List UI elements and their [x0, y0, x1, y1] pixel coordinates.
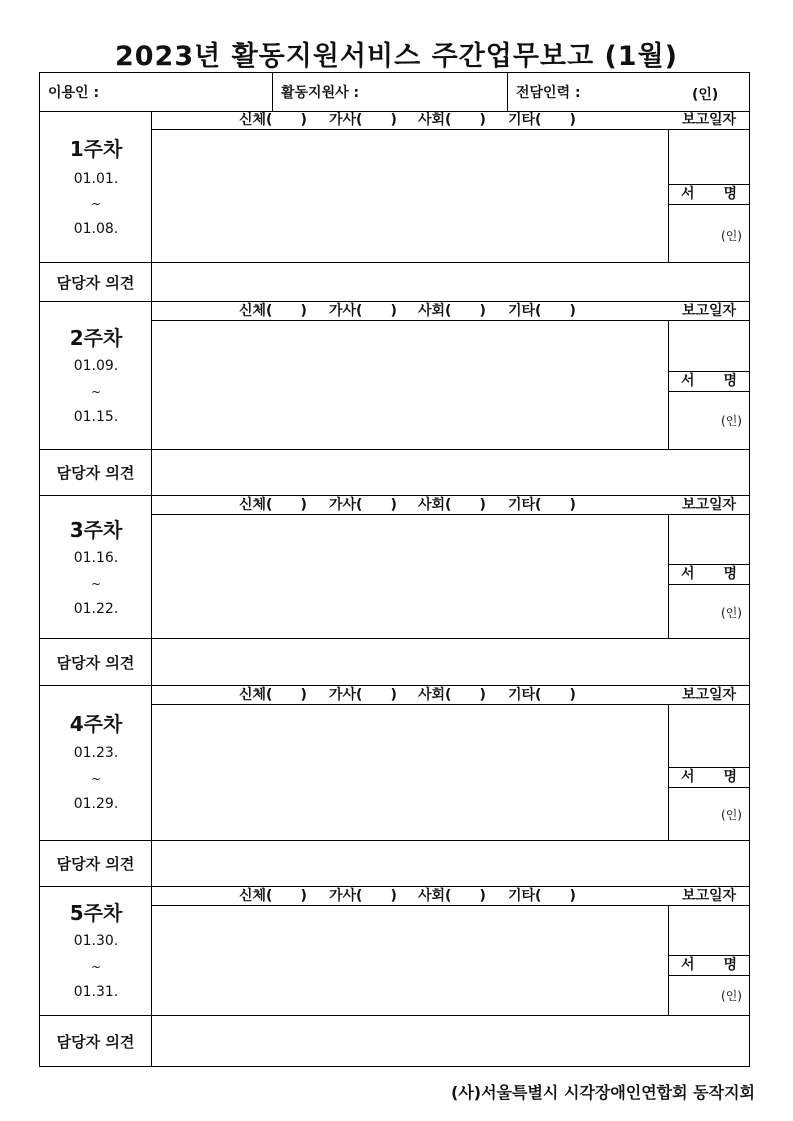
- week-info: [40, 887, 152, 1015]
- week-info: [40, 686, 152, 840]
- signature-label-2: 명: [723, 957, 737, 973]
- week-end-date: 01.31.: [73, 984, 119, 1000]
- report-date-header: 보고일자: [669, 686, 749, 705]
- opinion-row-5[interactable]: [40, 1015, 749, 1067]
- week-block-4: [40, 686, 749, 840]
- signature-header: [669, 767, 749, 788]
- category-body[interactable]: 신체( ): [239, 497, 307, 513]
- opinion-label: 담당자 의견: [40, 450, 152, 495]
- date-separator: ~: [90, 960, 102, 974]
- signature-label-2: 명: [723, 373, 737, 389]
- assistant-field[interactable]: [272, 73, 507, 111]
- category-header: [152, 111, 669, 130]
- week-label: 4주차: [69, 712, 123, 736]
- signature-label-2: 명: [723, 186, 737, 202]
- category-header: [152, 496, 669, 515]
- report-date-header: 보고일자: [669, 887, 749, 906]
- side-column: [669, 496, 749, 638]
- week-block-1: [40, 111, 749, 262]
- category-other[interactable]: 기타( ): [508, 497, 576, 513]
- seal-mark: (인): [721, 229, 742, 243]
- report-content-area[interactable]: [152, 321, 669, 449]
- category-body[interactable]: 신체( ): [239, 303, 307, 319]
- week-start-date: 01.16.: [73, 550, 119, 566]
- category-header: [152, 887, 669, 906]
- report-content-area[interactable]: [152, 515, 669, 638]
- opinion-label: 담당자 의견: [40, 1016, 152, 1067]
- seal-mark: (인): [721, 606, 742, 620]
- category-other[interactable]: 기타( ): [508, 687, 576, 703]
- week-start-date: 01.09.: [73, 358, 119, 374]
- week-end-date: 01.29.: [73, 796, 119, 812]
- report-content-area[interactable]: [152, 705, 669, 840]
- seal-mark: (인): [721, 808, 742, 822]
- signature-label-1: 서: [681, 186, 695, 202]
- week-label: 2주차: [69, 326, 123, 350]
- category-other[interactable]: 기타( ): [508, 303, 576, 319]
- category-social[interactable]: 사회( ): [418, 112, 486, 128]
- signature-header: [669, 564, 749, 585]
- opinion-label: 담당자 의견: [40, 841, 152, 886]
- week-label: 1주차: [69, 137, 123, 161]
- week-label: 3주차: [69, 518, 123, 542]
- user-field[interactable]: [40, 73, 272, 111]
- signature-label-2: 명: [723, 566, 737, 582]
- signature-label-1: 서: [681, 957, 695, 973]
- organization-footer: (사)서울특별시 시각장애인연합회 동작지회: [451, 1083, 755, 1102]
- category-other[interactable]: 기타( ): [508, 112, 576, 128]
- week-end-date: 01.15.: [73, 409, 119, 425]
- week-info: [40, 496, 152, 638]
- category-body[interactable]: 신체( ): [239, 888, 307, 904]
- signature-label-2: 명: [723, 769, 737, 785]
- category-social[interactable]: 사회( ): [418, 687, 486, 703]
- signature-label-1: 서: [681, 566, 695, 582]
- report-date-header: 보고일자: [669, 111, 749, 130]
- assistant-label: 활동지원사 :: [281, 85, 360, 101]
- user-label: 이용인 :: [48, 85, 100, 101]
- category-housework[interactable]: 가사( ): [329, 497, 397, 513]
- week-block-3: [40, 496, 749, 638]
- category-housework[interactable]: 가사( ): [329, 112, 397, 128]
- date-separator: ~: [90, 385, 102, 399]
- category-other[interactable]: 기타( ): [508, 888, 576, 904]
- category-body[interactable]: 신체( ): [239, 687, 307, 703]
- opinion-row-3[interactable]: [40, 638, 749, 686]
- week-info: [40, 111, 152, 262]
- week-block-2: [40, 302, 749, 449]
- seal-mark: (인): [692, 87, 719, 103]
- signature-header: [669, 955, 749, 976]
- opinion-row-1[interactable]: [40, 262, 749, 302]
- info-row: [39, 72, 750, 112]
- report-date-header: 보고일자: [669, 302, 749, 321]
- seal-mark: (인): [721, 989, 742, 1003]
- category-social[interactable]: 사회( ): [418, 303, 486, 319]
- date-separator: ~: [90, 197, 102, 211]
- week-block-5: [40, 887, 749, 1015]
- report-content-area[interactable]: [152, 906, 669, 1015]
- category-housework[interactable]: 가사( ): [329, 888, 397, 904]
- weekly-report-table: [39, 111, 750, 1067]
- side-column: [669, 686, 749, 840]
- opinion-label: 담당자 의견: [40, 639, 152, 685]
- category-header: [152, 686, 669, 705]
- week-start-date: 01.30.: [73, 933, 119, 949]
- week-end-date: 01.22.: [73, 601, 119, 617]
- side-column: [669, 111, 749, 262]
- report-content-area[interactable]: [152, 130, 669, 262]
- side-column: [669, 302, 749, 449]
- opinion-row-2[interactable]: [40, 449, 749, 496]
- category-body[interactable]: 신체( ): [239, 112, 307, 128]
- week-start-date: 01.01.: [73, 171, 119, 187]
- week-end-date: 01.08.: [73, 221, 119, 237]
- report-date-header: 보고일자: [669, 496, 749, 515]
- staff-field[interactable]: [507, 73, 749, 111]
- opinion-row-4[interactable]: [40, 840, 749, 887]
- week-label: 5주차: [69, 901, 123, 925]
- signature-header: [669, 184, 749, 205]
- side-column: [669, 887, 749, 1015]
- signature-label-1: 서: [681, 769, 695, 785]
- category-housework[interactable]: 가사( ): [329, 687, 397, 703]
- week-info: [40, 302, 152, 449]
- date-separator: ~: [90, 772, 102, 786]
- signature-label-1: 서: [681, 373, 695, 389]
- seal-mark: (인): [721, 414, 742, 428]
- staff-label: 전담인력 :: [516, 85, 581, 101]
- category-header: [152, 302, 669, 321]
- page-title: 2023년 활동지원서비스 주간업무보고 (1월): [114, 41, 679, 72]
- category-social[interactable]: 사회( ): [418, 888, 486, 904]
- category-social[interactable]: 사회( ): [418, 497, 486, 513]
- date-separator: ~: [90, 577, 102, 591]
- signature-header: [669, 371, 749, 392]
- opinion-label: 담당자 의견: [40, 263, 152, 301]
- week-start-date: 01.23.: [73, 745, 119, 761]
- category-housework[interactable]: 가사( ): [329, 303, 397, 319]
